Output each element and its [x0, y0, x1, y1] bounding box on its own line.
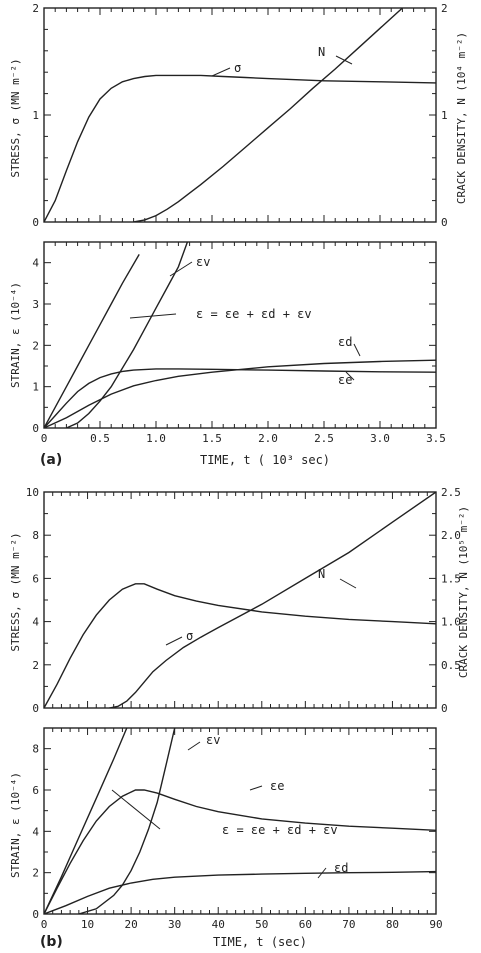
y2-tick-label: 1.0	[441, 615, 461, 629]
y2-tick-label: 1.5	[441, 572, 461, 586]
panel-a-top	[32, 2, 447, 229]
series-line-1	[79, 728, 175, 914]
x-tick-label: 3.0	[370, 432, 390, 445]
x-tick-label: 2.0	[258, 432, 278, 445]
panel-a-bottom	[32, 242, 446, 445]
annotation-leader	[170, 262, 192, 276]
plot-frame	[44, 728, 436, 914]
annotation-leader	[340, 579, 356, 588]
curve-annotation: σ	[186, 629, 194, 643]
x-tick-label: 3.5	[426, 432, 446, 445]
series-line-0	[44, 75, 436, 222]
panel-a-label: (a)	[40, 452, 63, 468]
series-line-1	[66, 242, 187, 428]
annotation-leader	[354, 344, 360, 356]
curve-annotation: ε = εe + εd + εv	[196, 307, 312, 321]
b-bottom-y-label: STRAIN, ε (10⁻⁴)	[9, 772, 22, 878]
x-tick-label: 60	[298, 918, 312, 931]
y-tick-label: 2	[32, 2, 39, 15]
a-top-y2-label: CRACK DENSITY, N (10⁴ m⁻²)	[455, 31, 468, 205]
panel-b-top	[26, 486, 461, 715]
y-tick-label: 4	[32, 825, 39, 839]
series-line-2	[44, 790, 436, 914]
panel-b-label: (b)	[40, 934, 63, 950]
y-tick-label: 4	[32, 256, 39, 270]
y-tick-label: 0	[32, 908, 39, 921]
curve-annotation: εd	[334, 861, 349, 875]
y-tick-label: 10	[25, 486, 39, 499]
plot-frame	[44, 242, 436, 428]
y-tick-label: 0	[32, 702, 39, 715]
annotation-leader	[188, 742, 200, 750]
y-tick-label: 8	[32, 529, 39, 543]
a-x-axis-label: TIME, t ( 10³ sec)	[199, 453, 331, 467]
series-line-0	[44, 254, 139, 428]
y-tick-label: 2	[32, 658, 39, 672]
curve-annotation: N	[318, 567, 326, 581]
x-tick-label: 0	[40, 918, 48, 931]
curve-annotation: N	[318, 45, 326, 59]
b-x-axis-label: TIME, t (sec)	[213, 935, 307, 949]
y2-tick-label: 1	[441, 109, 448, 122]
annotation-leader	[166, 637, 182, 645]
y2-tick-label: 0	[441, 216, 448, 229]
a-top-y-label: STRESS, σ (MN m⁻²)	[9, 58, 22, 178]
plot-frame	[44, 492, 436, 708]
y-tick-label: 2	[32, 339, 39, 353]
y2-tick-label: 2.0	[441, 529, 461, 543]
x-tick-label: 0	[40, 432, 48, 445]
y-tick-label: 1	[32, 380, 39, 394]
y2-tick-label: 2.5	[441, 486, 461, 499]
x-tick-label: 2.5	[314, 432, 334, 445]
y-tick-label: 6	[32, 572, 39, 586]
y2-tick-label: 0.5	[441, 658, 461, 672]
annotation-leader	[112, 790, 160, 829]
annotation-leader	[212, 68, 230, 76]
y2-tick-label: 2	[441, 2, 448, 15]
y-tick-label: 0	[32, 422, 39, 435]
x-tick-label: 50	[255, 918, 269, 931]
b-top-y2-label: CRACK DENSITY, N (10⁵ m⁻²)	[457, 505, 470, 679]
x-tick-label: 1.0	[146, 432, 166, 445]
y-tick-label: 4	[32, 615, 39, 629]
x-tick-label: 70	[342, 918, 356, 931]
x-tick-label: 10	[80, 918, 95, 931]
annotation-leader	[250, 786, 262, 790]
x-tick-label: 1.5	[202, 432, 222, 445]
series-line-0	[44, 584, 436, 708]
y-tick-label: 3	[32, 298, 39, 311]
series-line-3	[44, 872, 436, 914]
y-tick-label: 8	[32, 742, 39, 756]
y-tick-label: 0	[32, 216, 39, 229]
curve-annotation: εe	[338, 373, 353, 387]
curve-annotation: σ	[234, 61, 242, 75]
curve-annotation: εd	[338, 335, 353, 349]
b-top-y-label: STRESS, σ (MN m⁻²)	[9, 532, 22, 652]
a-bottom-y-label: STRAIN, ε (10⁻⁴)	[9, 282, 22, 388]
y-tick-label: 2	[32, 866, 39, 880]
annotation-leader	[336, 56, 352, 64]
x-tick-label: 0.5	[90, 432, 110, 445]
series-line-1	[109, 492, 436, 708]
y2-tick-label: 0	[441, 702, 448, 715]
plot-frame	[44, 8, 436, 222]
curve-annotation: εe	[270, 779, 285, 793]
curve-annotation: εv	[206, 733, 221, 747]
x-tick-label: 40	[211, 918, 225, 931]
series-line-0	[44, 728, 127, 914]
series-line-1	[134, 8, 403, 222]
x-tick-label: 80	[385, 918, 400, 931]
y-tick-label: 6	[32, 784, 39, 797]
panel-b-bottom	[32, 728, 442, 931]
curve-annotation: ε = εe + εd + εv	[222, 823, 338, 837]
y-tick-label: 1	[32, 109, 39, 122]
curve-annotation: εv	[196, 255, 211, 269]
x-tick-label: 30	[168, 918, 182, 931]
x-tick-label: 90	[429, 918, 443, 931]
x-tick-label: 20	[124, 918, 138, 931]
